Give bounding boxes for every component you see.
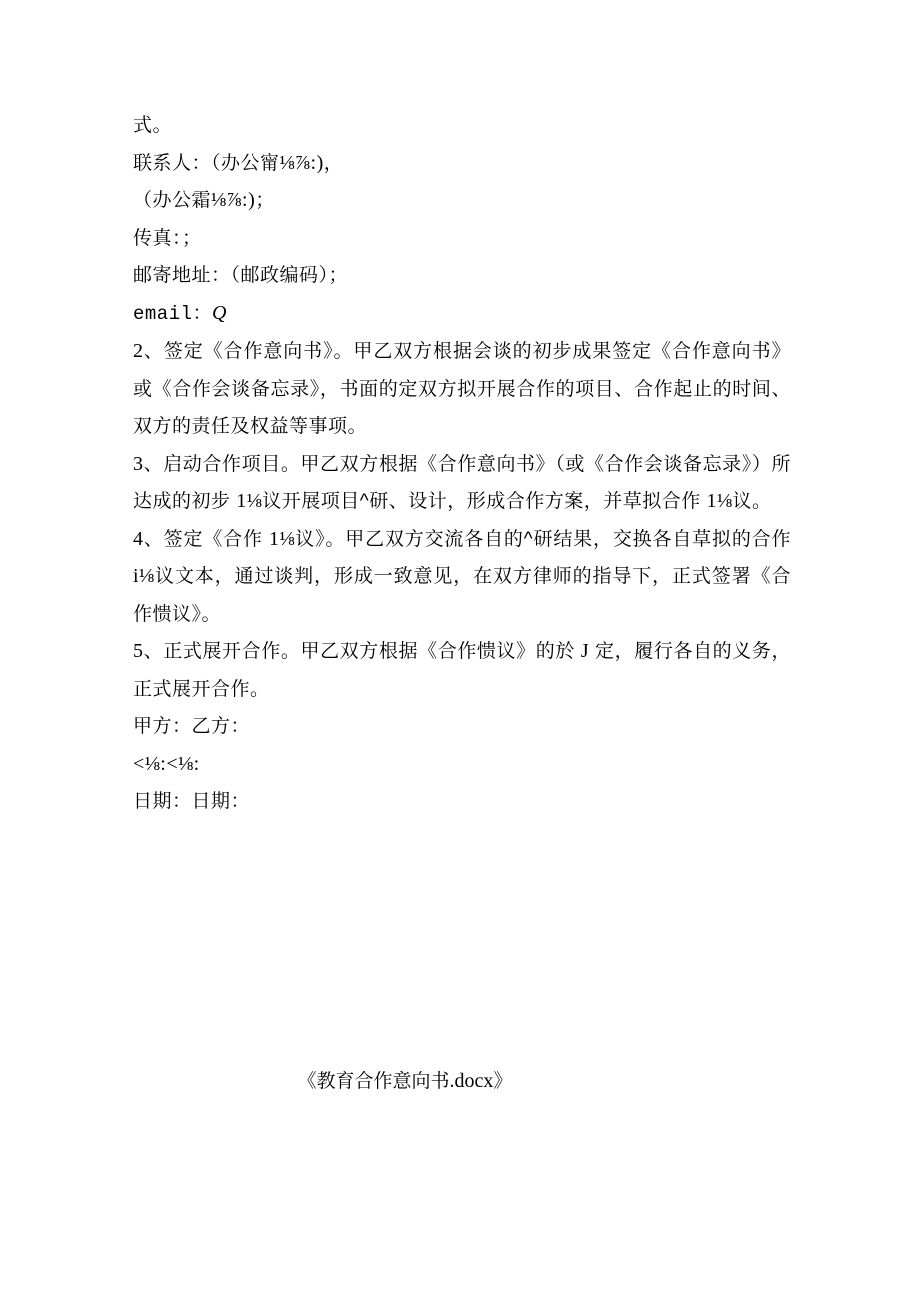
item-4-paragraph xyxy=(133,521,797,634)
text-run: ， xyxy=(323,152,344,174)
text-run: 1⅛ xyxy=(268,527,295,550)
text-run: 甲方：乙方： xyxy=(133,716,251,737)
paragraph-tail xyxy=(133,107,791,145)
contact-person-line xyxy=(133,145,791,183)
text-run: 、正式展开合作。甲乙双方根据《合作愦议》的於 xyxy=(143,641,581,662)
text-run: 、启动合作项目。甲乙双方根据《合作意向书》（或《合作会谈备忘录》）所达成的初步 xyxy=(133,453,791,512)
item-5-paragraph xyxy=(133,633,791,708)
signature-line xyxy=(133,746,791,784)
text-run: 1⅛ xyxy=(706,490,733,512)
date-line xyxy=(133,783,791,821)
contact-phone-line xyxy=(133,182,791,220)
text-run: 4 xyxy=(133,527,144,550)
mailing-address-line xyxy=(133,257,791,295)
text-run: 》 xyxy=(493,1071,513,1092)
text-run: email xyxy=(133,302,193,325)
text-run: 2 xyxy=(133,340,144,362)
item-2-paragraph xyxy=(133,333,791,446)
text-run: 3 xyxy=(133,452,144,475)
email-line xyxy=(133,295,791,334)
text-run: 5 xyxy=(133,640,144,662)
text-run: Q xyxy=(212,301,227,324)
text-run: 式。 xyxy=(133,115,173,136)
text-run: 日期：日期： xyxy=(133,791,251,812)
text-run: 传真：； xyxy=(133,227,202,249)
text-run: 联系人：（办公甯 xyxy=(133,152,280,174)
document-body xyxy=(133,107,797,821)
text-run: （办公霜 xyxy=(133,190,212,211)
text-run: ⅛⅞:) xyxy=(279,151,324,174)
text-run: ； xyxy=(255,190,275,211)
text-run: 议。 xyxy=(732,491,772,512)
party-line xyxy=(133,708,791,746)
text-run: 、签定《合作 xyxy=(143,528,269,550)
text-run: 定，履行各自的义务，正式展开合作。 xyxy=(133,641,792,700)
text-run: ⅛⅞:) xyxy=(211,189,256,211)
text-run: <⅛:<⅛: xyxy=(133,752,200,775)
text-run: 议文本，通过谈判，形成一致意见，在双方律师的指导下，正式签署《合作愦议》。 xyxy=(133,566,791,625)
text-run: J xyxy=(580,640,590,662)
text-run: ： xyxy=(192,302,213,324)
fax-line xyxy=(133,220,791,258)
item-3-paragraph xyxy=(133,446,791,521)
text-run: 、签定《合作意向书》。甲乙双方根据会谈的初步成果签定《合作意向书》或《合作会谈备忘录》，书面的定双方拟开展合作的项目、合作起止的时间、双方的责任及权益等事项。 xyxy=(133,341,791,437)
text-run: 议》。甲乙双方交流各自的^研结果，交换各自草拟的合作 xyxy=(294,528,797,550)
text-run: .docx xyxy=(449,1070,494,1092)
text-run: 议开展项目^研、设计，形成合作方案，并草拟合作 xyxy=(262,491,707,512)
text-run: 1⅛ xyxy=(236,490,263,512)
text-run: 《教育合作意向书 xyxy=(297,1071,450,1092)
page-footer-text xyxy=(298,1062,513,1101)
text-run: 邮寄地址：（邮政编码）； xyxy=(133,265,349,286)
text-run: i⅛ xyxy=(133,565,155,587)
